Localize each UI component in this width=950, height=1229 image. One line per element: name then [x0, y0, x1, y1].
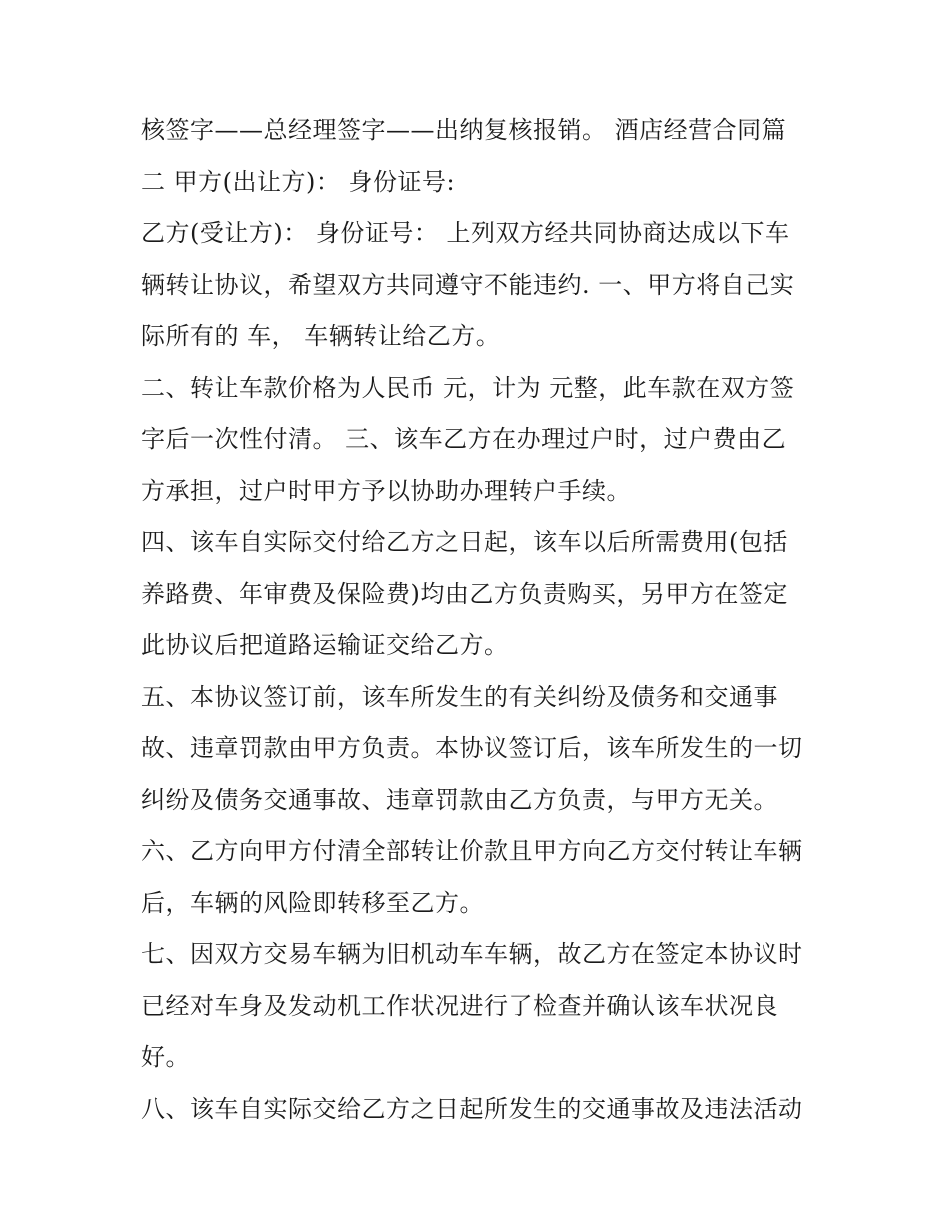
text-line: 核签字——总经理签字——出纳复核报销。 酒店经营合同篇	[141, 116, 787, 144]
text-line: 纠纷及债务交通事故、违章罚款由乙方负责，与甲方无关。	[141, 785, 778, 814]
text-line: 后，车辆的风险即转移至乙方。	[141, 888, 484, 917]
text-line: 方承担，过户时甲方予以协助办理转户手续。	[141, 476, 631, 505]
text-line: 此协议后把道路运输证交给乙方。	[141, 631, 509, 659]
text-line: 已经对车身及发动机工作状况进行了检查并确认该车状况良	[141, 991, 778, 1020]
text-line: 六、乙方向甲方付清全部转让价款且甲方向乙方交付转让车辆	[141, 837, 803, 865]
text-line: 辆转让协议，希望双方共同遵守不能违约. 一、甲方将自己实	[141, 270, 795, 299]
text-line: 际所有的 车， 车辆转让给乙方。	[141, 322, 501, 350]
text-line: 好。	[141, 1043, 190, 1071]
text-line: 二 甲方(出让方)： 身份证号:	[141, 167, 456, 196]
text-line: 字后一次性付清。 三、该车乙方在办理过户时，过户费由乙	[141, 425, 787, 453]
document-body	[141, 105, 821, 1135]
text-line: 乙方(受让方)： 身份证号： 上列双方经共同协商达成以下车	[141, 219, 790, 247]
text-line: 八、该车自实际交给乙方之日起所发生的交通事故及违法活动	[141, 1094, 803, 1123]
text-line: 二、转让车款价格为人民币 元，计为 元整，此车款在双方签	[141, 373, 795, 402]
text-line: 四、该车自实际交付给乙方之日起，该车以后所需费用(包括	[141, 528, 788, 556]
text-line: 故、违章罚款由甲方负责。本协议签订后，该车所发生的一切	[141, 734, 803, 762]
text-line: 养路费、年审费及保险费)均由乙方负责购买，另甲方在签定	[141, 579, 788, 608]
text-line: 七、因双方交易车辆为旧机动车车辆，故乙方在签定本协议时	[141, 940, 803, 968]
text-line: 五、本协议签订前，该车所发生的有关纠纷及债务和交通事	[141, 682, 778, 711]
